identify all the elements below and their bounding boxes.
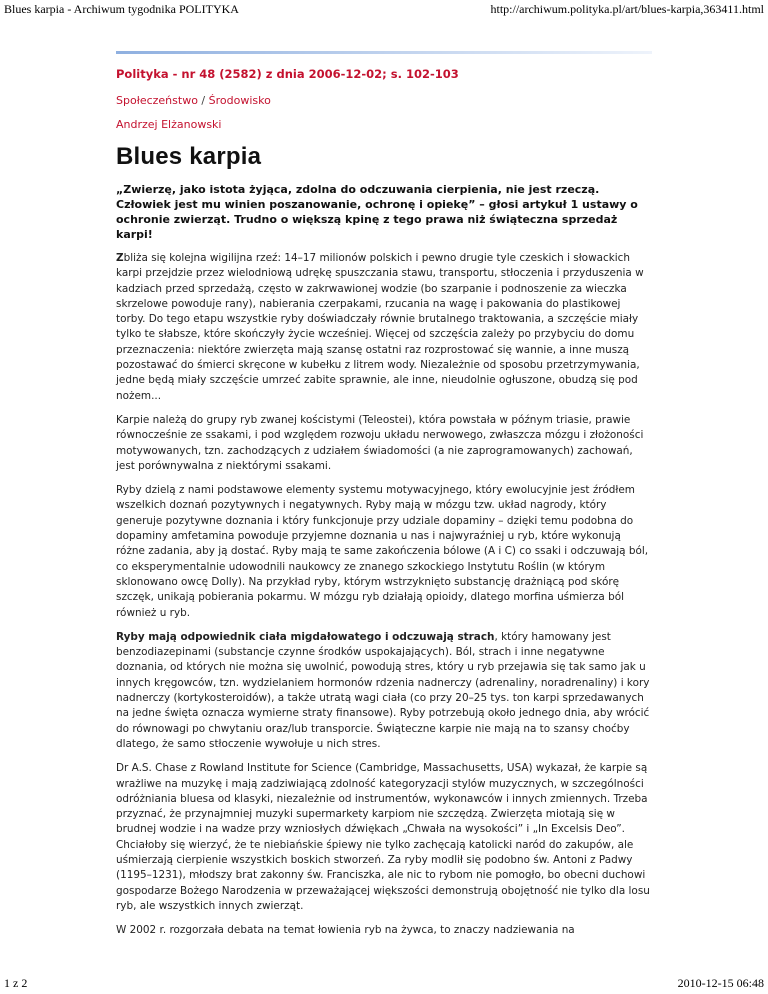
paragraph-text: , który hamowany jest benzodiazepinami (substancje czynne środków uspokajających). Ból, strach i inne negatywne doznania, od których nie można się uwolnić, powodują stres, który u ryb przejawia się tak samo jak u innych kręgowców, tzn. wydzielaniem hormonów rdzenia nadnerczy (adrenaliny, noradrenaliny) i kory nadnerczy (kortykosteroidów), a także utratą wagi ciała (co przy 20–25 tys. ton karpi sprzedawanych na jedne święta oznacza wymierne straty finansowe). Ryby potrzebują około jednego dnia, aby wrócić do równowagi po chwytaniu oraz/lub transporcie. Świąteczne karpie nie mają na to szansy choćby dlatego, że samo stłoczenie wywołuje u nich stres.: [116, 630, 650, 750]
print-page-title: Blues karpia - Archiwum tygodnika POLITYKA: [4, 2, 239, 16]
article-content: [116, 51, 652, 938]
top-divider: [116, 51, 652, 54]
article-paragraph: Dr A.S. Chase z Rowland Institute for Science (Cambridge, Massachusetts, USA) wykazał, że karpie są wrażliwe na muzykę i mają zadziwiającą zdolność kategoryzacji stylów muzycznych, w szczególności odróżniania bluesa od klasyki, niezależnie od instrumentów, wykonawców i innych zmiennych. Trzeba przyznać, że przynajmniej muzyki supermarkety karpiom nie szczędzą. Zwierzęta miotają się w brudnej wodzie i na wadze przy wzniosłych dźwiękach „Chwała na wysokości” i „In Excelsis Deo”. Chciałoby się wierzyć, że te niebiańskie śpiewy nie tylko zachęcają katolicki naród do zakupów, ale uśmierzają cierpienie wszystkich boskich stworzeń. Za ryby modlił się podobno św. Antoni z Padwy (1195–1231), młodszy brat zakonny św. Franciszka, ale nic to rybom nie pomogło, bo obecni duchowi gospodarze Bożego Narodzenia w przeważającej większości demonstrują obojętność nie tylko dla losu ryb, ale wszystkich innych zwierząt.: [116, 762, 650, 912]
print-page-count: 1 z 2: [4, 976, 28, 990]
article-lead: „Zwierzę, jako istota żyjąca, zdolna do odczuwania cierpienia, nie jest rzeczą. Człowiek jest mu winien poszanowanie, ochronę i opiekę” – głosi artykuł 1 ustawy o ochronie zwierząt. Trudno o większą kpinę z tego prawa niż świąteczna sprzedaż karpi!: [116, 183, 638, 241]
breadcrumb: [116, 94, 652, 107]
article-title: Blues karpia: [116, 143, 262, 170]
article-paragraph: Ryby dzielą z nami podstawowe elementy systemu motywacyjnego, który ewolucyjnie jest źródłem wszelkich doznań pozytywnych i negatywnych. Ryby mają w mózgu tzw. układ nagrody, który generuje pozytywne doznania i który funkcjonuje przy udziale dopaminy – dzięki temu podobna do dopaminy amfetamina powoduje przyjemne doznania u nas i najwyraźniej u ryb, które wykonują różne zadania, aby ją dostać. Ryby mają te same zakończenia bólowe (A i C) co ssaki i odczuwają ból, co eksperymentalnie udowodnili naukowcy ze znanego szkockiego Instytutu Roślin (w którym sklonowano owcę Dolly). Na przykład ryby, którym wstrzyknięto substancję drażniącą pod skórę szczęk, unikają pobierania pokarmu. W mózgu ryb działają opioidy, dlatego morfina uśmierza ból również u ryb.: [116, 484, 649, 619]
paragraph-bold-lead: Ryby mają odpowiednik ciała migdałowatego i odczuwają strach: [116, 630, 495, 643]
paragraph-text: bliża się kolejna wigilijna rzeź: 14–17 milionów polskich i pewno drugie tyle czeskich i słowackich karpi przejdzie przez wielodniową udrękę spuszczania stawu, transportu, stłoczenia i przyduszenia w kadziach przed sprzedażą, często w zakrwawionej wodzie (bo szarpanie i podnoszenie za wieczka skrzelowe powoduje rany), nabierania czerpakami, rzucania na wagę i pakowania do plastikowej torby. Do tego etapu wszystkie ryby doświadczały równie brutalnego traktowania, a szczęście miały tylko te słabsze, które skończyły życie wcześniej. Więcej od szczęścia zależy po przybyciu do domu przeznaczenia: niektóre zwierzęta mają szansę ostatni raz rozprostować się wannie, a inne muszą pozostawać do śmierci skręcone w kubełku z litrem wody. Niezależnie od sposobu przetrzymywania, jedne będą miały szczęście umrzeć zabite sprawnie, ale inne, nieudolnie ogłuszone, obudzą się pod nożem...: [116, 252, 644, 402]
article-paragraph: [116, 630, 652, 752]
print-header: [0, 0, 768, 20]
print-url: http://archiwum.polityka.pl/art/blues-karpia,363411.html: [490, 2, 764, 16]
article-paragraph: W 2002 r. rozgorzała debata na temat łowienia ryb na żywca, to znaczy nadziewania na: [116, 924, 575, 937]
print-footer: [0, 974, 768, 994]
article-paragraph: [116, 251, 652, 404]
paragraph-initial: Z: [116, 252, 124, 264]
breadcrumb-separator: /: [201, 94, 206, 107]
article-paragraph: Karpie należą do grupy ryb zwanej kościstymi (Teleostei), która powstała w późnym triasie, prawie równocześnie ze ssakami, i pod względem rozwoju układu nerwowego, zwłaszcza mózgu i złożoności motywowanych, tzn. zachodzących z udziałem świadomości (a nie zaprogramowanych) zachowań, jest porównywalna z niektórymi ssakami.: [116, 413, 644, 472]
category-link[interactable]: Społeczeństwo: [116, 94, 198, 107]
issue-info: Polityka - nr 48 (2582) z dnia 2006-12-02; s. 102-103: [116, 67, 459, 81]
author-link[interactable]: Andrzej Elżanowski: [116, 118, 222, 131]
subcategory-link[interactable]: Środowisko: [208, 94, 271, 107]
print-timestamp: 2010-12-15 06:48: [677, 976, 764, 990]
